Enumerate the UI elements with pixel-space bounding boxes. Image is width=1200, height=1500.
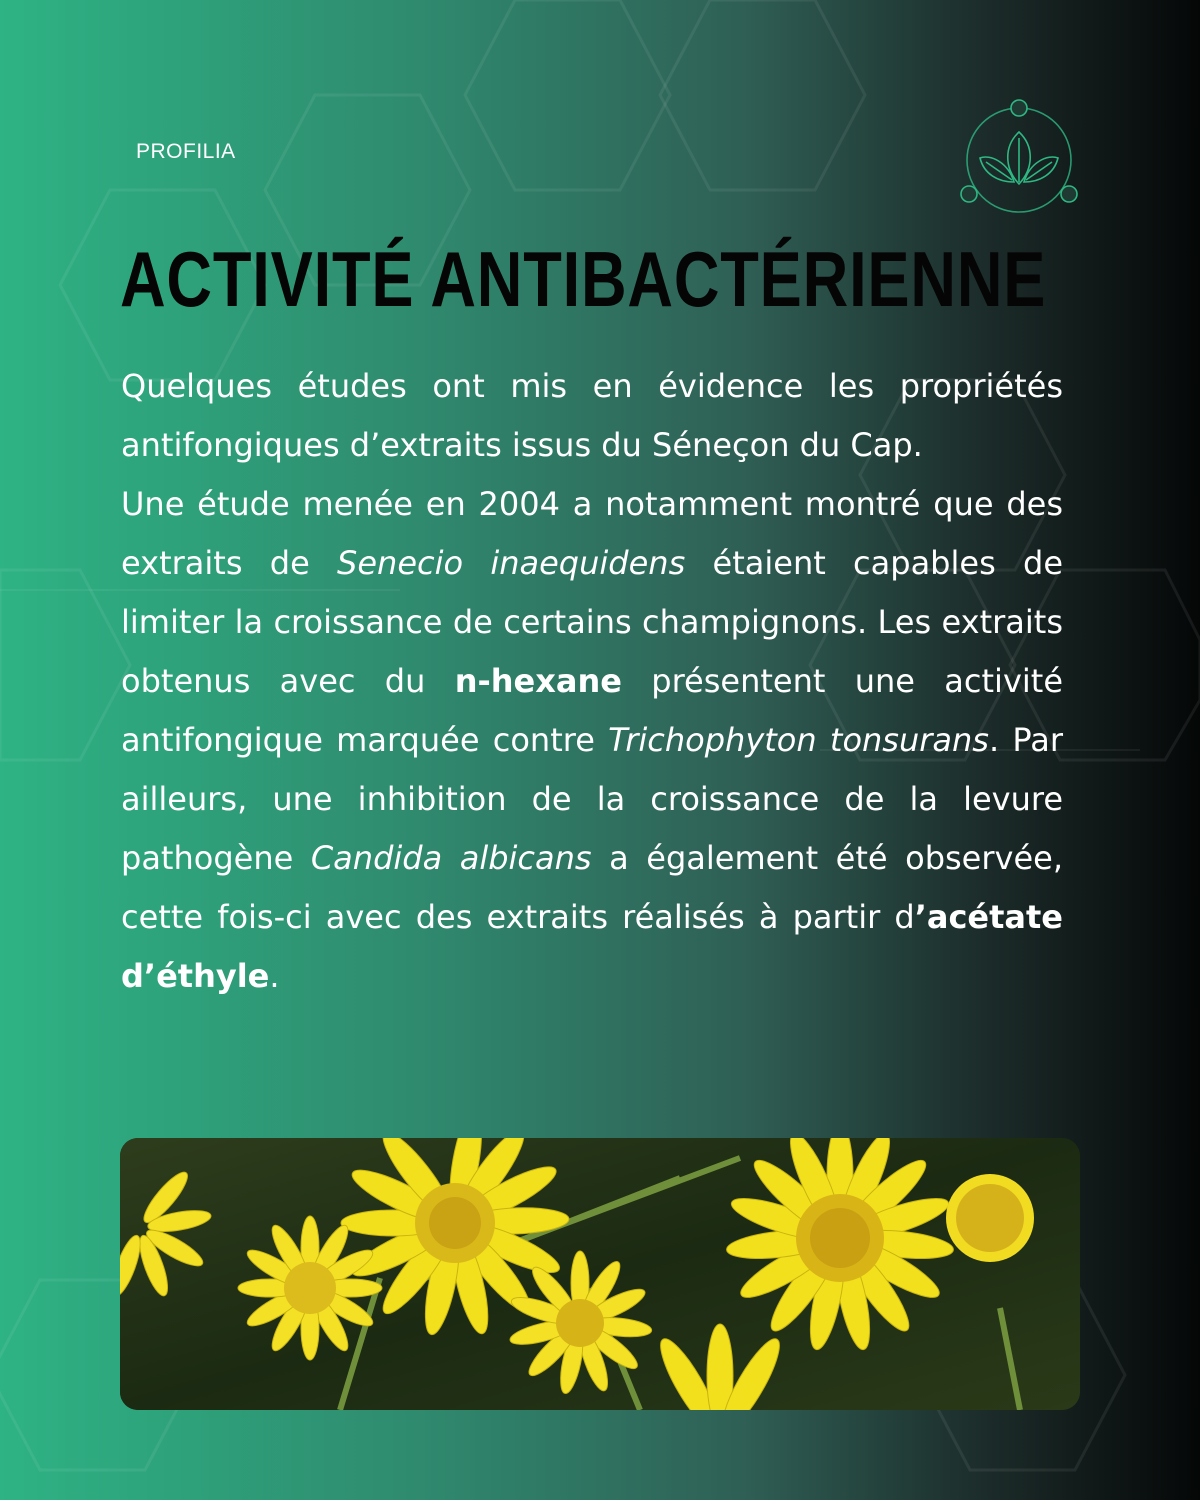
text-span: présentent une activité antifongique marquée contre xyxy=(121,662,1064,759)
text-span: étaient capables de limiter la croissance de certains champignons. Les extraits obtenus avec du xyxy=(121,544,1064,700)
text-span: a également été observée, cette fois-ci avec des extraits réalisés à partir d xyxy=(121,839,1063,936)
leaf-logo-icon xyxy=(956,98,1082,214)
solvent-name: n-hexane xyxy=(454,662,622,700)
species-name: Candida albicans xyxy=(310,839,592,877)
body-text xyxy=(121,357,1063,1006)
brand-name: PROFILIA xyxy=(136,140,236,163)
text-span: . xyxy=(269,957,280,995)
yellow-flowers-image xyxy=(120,1138,1080,1410)
text-span: Une étude menée en 2004 a notamment montré que des extraits de xyxy=(121,485,1063,582)
paragraph-intro: Quelques études ont mis en évidence les propriétés antifongiques d’extraits issus du Séneçon du Cap. xyxy=(121,367,1063,464)
solvent-name: ’acétate d’éthyle xyxy=(121,898,1063,995)
paragraph-study xyxy=(121,475,1063,1006)
species-name: Trichophyton tonsurans xyxy=(608,721,989,759)
flower-photo xyxy=(120,1138,1080,1410)
species-name: Senecio inaequidens xyxy=(337,544,686,582)
page-title: ACTIVITÉ ANTIBACTÉRIENNE xyxy=(120,235,1047,323)
text-span: . Par ailleurs, une inhibition de la croissance de la levure pathogène xyxy=(121,721,1064,877)
